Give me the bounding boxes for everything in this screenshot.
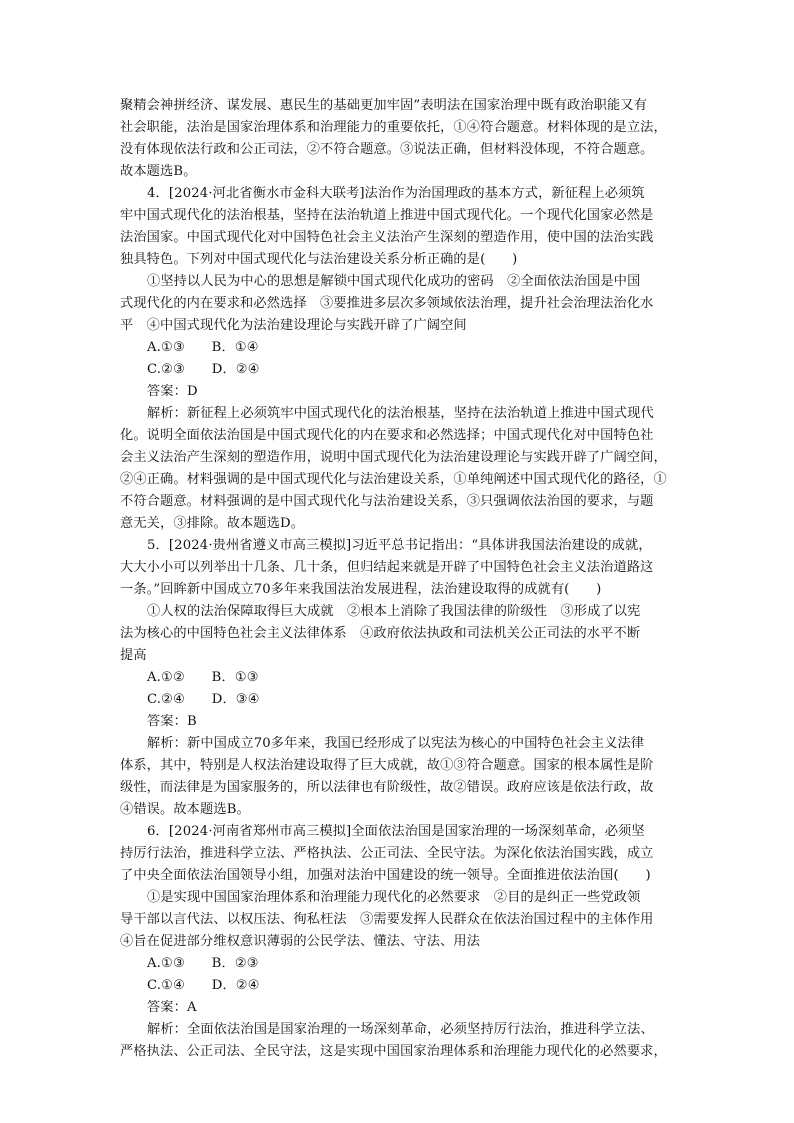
text-line: 严格执法、公正司法、全民守法，这是实现中国国家治理体系和治理能力现代化的必然要求， [120,1044,667,1059]
text-line: 会主义法治产生深刻的塑造作用，说明中国式现代化为法治建设理论与实践开辟了广阔空间， [120,450,667,465]
question-5-answer: 答案：B [147,714,197,729]
text-line: 体系，其中，特别是人权法治建设取得了巨大成就，故①③符合题意。国家的根本属性是阶 [120,758,654,773]
text-line: 式现代化的内在要求和必然选择 ③要推进多层次多领域依法治理，提升社会治理法治化水 [120,296,654,311]
question-6-options-ab: A.①③ B．②③ [147,956,259,971]
text-line: 法治国家。中国式现代化对中国特色社会主义法治产生深刻的塑造作用，使中国的法治实践 [120,230,654,245]
question-5-stem: 5．[2024·贵州省遵义市高三模拟]习近平总书记指出：“具体讲我国法治建设的成就， [147,538,652,553]
text-line: 聚精会神拼经济、谋发展、惠民生的基础更加牢固”表明法在国家治理中既有政治职能又有 [120,98,648,113]
text-line: 法为核心的中国特色社会主义法律体系 ④政府依法执政和司法机关公正司法的水平不断 [120,626,641,641]
question-4-answer: 答案：D [147,384,198,399]
text-line: 一条。”回眸新中国成立70多年来我国法治发展进程，法治建设取得的成就有( ) [120,582,602,597]
text-line: 大大小小可以列举出十几条、几十条，但归结起来就是开辟了中国特色社会主义法治道路这 [120,560,654,575]
question-5-options-cd: C.②④ D．③④ [147,692,260,707]
text-line: 了中央全面依法治国领导小组，加强对法治中国建设的统一领导。全面推进依法治国( ) [120,868,651,883]
text-line: 牢中国式现代化的法治根基，坚持在法治轨道上推进中国式现代化。一个现代化国家必然是 [120,208,654,223]
question-5-analysis: 解析：新中国成立70多年来，我国已经形成了以宪法为核心的中国特色社会主义法律 [147,736,645,751]
text-line: ④错误。故本题选B。 [120,802,250,817]
text-line: 提高 [120,648,147,663]
text-line: 平 ④中国式现代化为法治建设理论与实践开辟了广阔空间 [120,318,467,333]
question-4-analysis: 解析：新征程上必须筑牢中国式现代化的法治根基，坚持在法治轨道上推进中国式现代 [147,406,654,421]
question-4-statements: ①坚持以人民为中心的思想是解锁中国式现代化成功的密码 ②全面依法治国是中国 [147,274,641,289]
question-6-answer: 答案：A [147,1000,197,1015]
text-line: 没有体现依法行政和公正司法，②不符合题意。③说法正确，但材料没体现，不符合题意。 [120,142,654,157]
text-line: ②④正确。材料强调的是中国式现代化与法治建设关系，①单纯阐述中国式现代化的路径，① [120,472,667,487]
question-6-stem: 6．[2024·河南省郑州市高三模拟]全面依法治国是国家治理的一场深刻革命，必须坚 [147,824,645,839]
question-6-options-cd: C.①④ D．②④ [147,978,260,993]
text-line: 导干部以言代法、以权压法、徇私枉法 ③需要发挥人民群众在依法治国过程中的主体作用 [120,912,654,927]
text-line: 不符合题意。材料强调的是中国式现代化与法治建设关系，③只强调依法治国的要求，与题 [120,494,654,509]
question-4-options-ab: A.①③ B．①④ [147,340,259,355]
question-5-options-ab: A.①② B．①③ [147,670,259,685]
text-line: ④旨在促进部分维权意识薄弱的公民学法、懂法、守法、用法 [120,934,481,949]
text-line: 独具特色。下列对中国式现代化与法治建设关系分析正确的是( ) [120,252,518,267]
text-line: 故本题选B。 [120,164,197,179]
question-4-options-cd: C.②③ D．②④ [147,362,260,377]
question-6-analysis: 解析：全面依法治国是国家治理的一场深刻革命，必须坚持厉行法治，推进科学立法、 [147,1022,654,1037]
text-line: 持厉行法治，推进科学立法、严格执法、公正司法、全民守法。为深化依法治国实践，成立 [120,846,654,861]
text-line: 级性，而法律是为国家服务的，所以法律也有阶级性，故②错误。政府应该是依法行政，故 [120,780,654,795]
question-6-statements: ①是实现中国国家治理体系和治理能力现代化的必然要求 ②目的是纠正一些党政领 [147,890,641,905]
text-line: 化。说明全面依法治国是中国式现代化的内在要求和必然选择；中国式现代化对中国特色社 [120,428,654,443]
question-5-statements: ①人权的法治保障取得巨大成就 ②根本上消除了我国法律的阶级性 ③形成了以宪 [147,604,641,619]
text-line: 意无关，③排除。故本题选D。 [120,516,305,531]
question-4-stem: 4．[2024·河北省衡水市金科大联考]法治作为治国理政的基本方式，新征程上必须筑 [147,186,645,201]
text-line: 社会职能，法治是国家治理体系和治理能力的重要依托，①④符合题意。材料体现的是立法， [120,120,667,135]
